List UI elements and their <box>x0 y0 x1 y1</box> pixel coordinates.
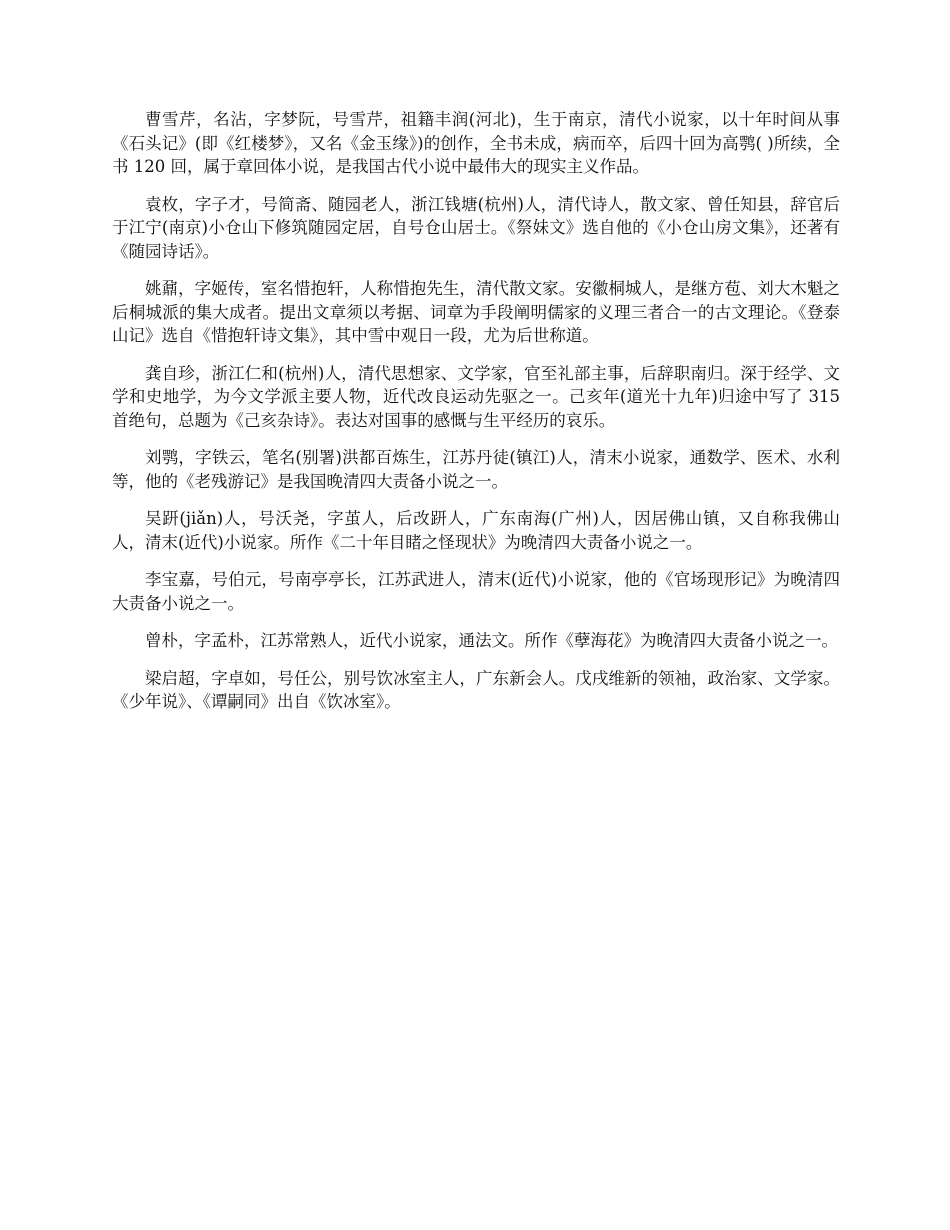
document-body <box>112 108 840 728</box>
paragraph-yao-nai: 姚鼐，字姬传，室名惜抱轩，人称惜抱先生，清代散文家。安徽桐城人，是继方苞、刘大木魁之后桐城派的集大成者。提出文章须以考据、词章为手段阐明儒家的义理三者合一的古文理论。《登泰山记》选自《惜抱轩诗文集》，其中雪中观日一段，尤为后世称道。 <box>112 279 840 345</box>
paragraph-zeng-pu: 曾朴，字孟朴，江苏常熟人，近代小说家，通法文。所作《孽海花》为晚清四大责备小说之一。 <box>145 631 838 650</box>
paragraph-yuan-mei: 袁枚，字子才，号简斋、随园老人，浙江钱塘(杭州)人，清代诗人，散文家、曾任知县，辞官后于江宁(南京)小仓山下修筑随园定居，自号仓山居士。《祭妹文》选自他的《小仓山房文集》，还著有《随园诗话》。 <box>112 194 840 261</box>
paragraph-wu-jianren: 吴趼(jiǎn)人，号沃尧，字茧人，后改趼人，广东南海(广州)人，因居佛山镇，又自称我佛山人，清末(近代)小说家。所作《二十年目睹之怪现状》为晚清四大责备小说之一。 <box>112 509 840 552</box>
paragraph-gong-zizhen: 龚自珍，浙江仁和(杭州)人，清代思想家、文学家，官至礼部主事，后辞职南归。深于经学、文学和史地学，为今文学派主要人物，近代改良运动先驱之一。己亥年(道光十九年)归途中写了 315 首绝句，总题为《己亥杂诗》。表达对国事的感慨与生平经历的哀乐。 <box>112 363 840 430</box>
paragraph-cao-xueqin: 曹雪芹，名沾，字梦阮，号雪芹，祖籍丰润(河北)，生于南京，清代小说家，以十年时间从事《石头记》(即《红楼梦》，又名《金玉缘》)的创作，全书未成，病而卒，后四十回为高鹗( )所续，全书 120 回，属于章回体小说，是我国古代小说中最伟大的现实主义作品。 <box>112 110 840 176</box>
paragraph-li-baojia: 李宝嘉，号伯元，号南亭亭长，江苏武进人，清末(近代)小说家，他的《官场现形记》为晚清四大责备小说之一。 <box>112 570 840 613</box>
paragraph-liu-e: 刘鹗，字铁云，笔名(别署)洪都百炼生，江苏丹徒(镇江)人，清末小说家，通数学、医术、水利等，他的《老残游记》是我国晚清四大责备小说之一。 <box>112 448 840 491</box>
paragraph-liang-qichao: 梁启超，字卓如，号任公，别号饮冰室主人，广东新会人。戊戌维新的领袖，政治家、文学家。《少年说》、《谭嗣同》出自《饮冰室》。 <box>112 668 840 711</box>
